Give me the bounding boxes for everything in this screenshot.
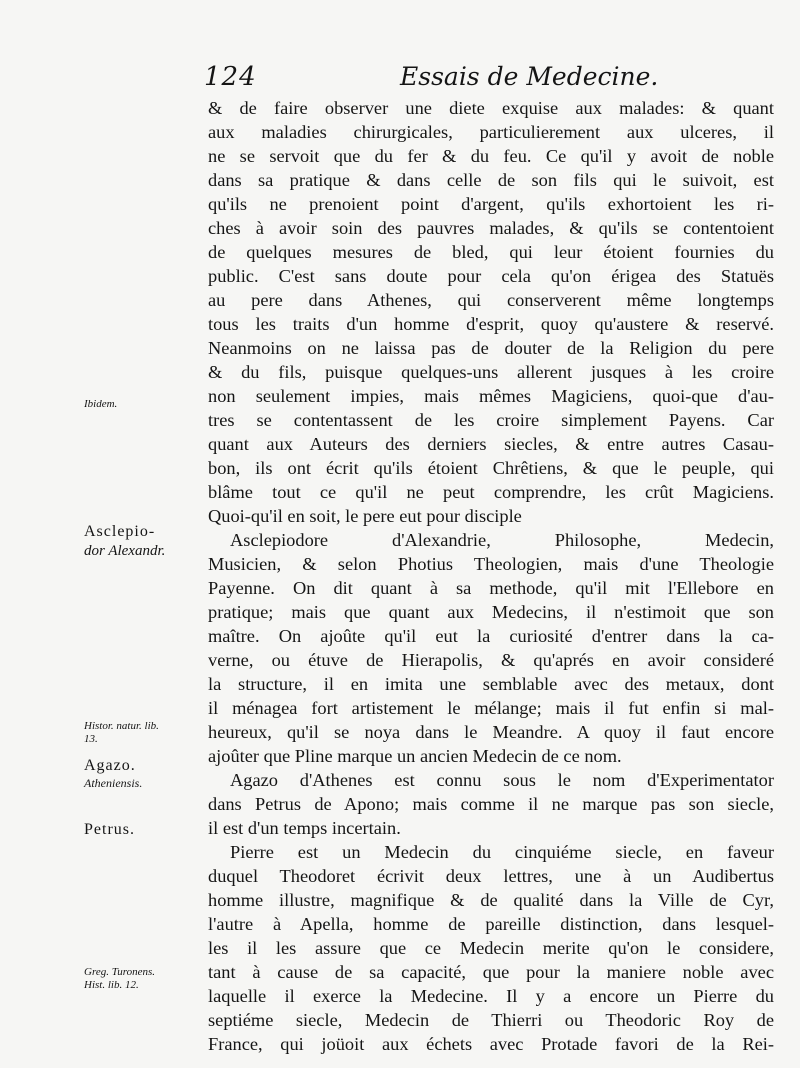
text-line: les il les assure que ce Medecin merite qu'on le considere, [208,938,774,958]
text-line: ajoûter que Pline marque un ancien Medecin de ce nom. [208,746,622,766]
text-line: Payenne. On dit quant à sa methode, qu'il mit l'Ellebore en [208,578,774,598]
text-line: homme illustre, magnifique & de qualité dans la Ville de Cyr, [208,890,774,910]
text-line: Musicien, & selon Photius Theologien, mais d'une Theologie [208,554,774,574]
text-line: ches à avoir soin des pauvres malades, & qu'ils se contentoient [208,218,774,238]
margin-note-line: Hist. lib. 12. [84,979,139,991]
text-line: France, qui joüoit aux échets avec Protade favori de la Rei- [208,1034,774,1054]
page-header [204,62,774,96]
text-line: dans sa pratique & dans celle de son fils qui le suivoit, est [208,170,774,190]
text-line: qu'ils ne prenoient point d'argent, qu'ils exhortoient les ri- [208,194,774,214]
text-line: septiéme siecle, Medecin de Thierri ou Theodoric Roy de [208,1010,774,1030]
running-title: Essais de Medecine. [400,62,659,91]
text-line: quant aux Auteurs des derniers siecles, & entre autres Casau- [208,434,774,454]
text-line: & du fils, puisque quelques-uns allerent jusques à les croire [208,362,774,382]
margin-note-subtitle: Atheniensis. [84,776,143,790]
text-line: tous les traits d'un homme d'esprit, quoy qu'austere & reservé. [208,314,774,334]
body-text [208,96,774,1056]
text-line: aux maladies chirurgicales, particulierement aux ulceres, il [208,122,774,142]
text-line: Asclepiodore d'Alexandrie, Philosophe, Medecin, [230,530,774,550]
text-line: & de faire observer une diete exquise aux malades: & quant [208,98,774,118]
text-line: Pierre est un Medecin du cinquiéme siecle, en faveur [230,842,774,862]
margin-note-histor [84,720,206,746]
text-line: tant à cause de sa capacité, que pour la maniere noble avec [208,962,774,982]
text-line: bon, ils ont écrit qu'ils étoient Chrêtiens, & que le peuple, qui [208,458,774,478]
text-line: Agazo d'Athenes est connu sous le nom d'Experimentator [230,770,774,790]
margin-note-subtitle: dor Alexandr. [84,543,166,559]
text-line: maître. On ajoûte qu'il eut la curiosité d'entrer dans la ca- [208,626,774,646]
text-line: non seulement impies, mais mêmes Magiciens, quoi-que d'au- [208,386,774,406]
margin-note-name: Agazo. [84,757,136,774]
text-line: l'autre à Apella, homme de pareille distinction, dans lesquel- [208,914,774,934]
text-line: il est d'un temps incertain. [208,818,401,838]
margin-note-line: Histor. natur. lib. [84,720,159,732]
text-line: pratique; mais que quant aux Medecins, il n'estimoit que son [208,602,774,622]
text-line: de quelques mesures de bled, qui leur étoient fournies du [208,242,774,262]
text-line: la structure, il en imita une semblable avec des metaux, dont [208,674,774,694]
text-line: ne se servoit que du fer & du feu. Ce qu'il y avoit de noble [208,146,774,166]
margin-note-asclepiodor [84,522,206,560]
text-line: heureux, qu'il se noya dans le Meandre. A quoy il faut encore [208,722,774,742]
text-line: blâme tout ce qu'il ne peut comprendre, les crût Magiciens. [208,482,774,502]
margin-note-agazo [84,756,206,790]
text-line: duquel Theodoret écrivit deux lettres, une à un Audibertus [208,866,774,886]
text-line: Neanmoins on ne laissa pas de douter de la Religion du pere [208,338,774,358]
text-line: laquelle il exerce la Medecine. Il y a encore un Pierre du [208,986,774,1006]
text-line: au pere dans Athenes, qui conserverent même longtemps [208,290,774,310]
margin-note-name: Asclepio- [84,523,156,540]
text-line: Quoi-qu'il en soit, le pere eut pour disciple [208,506,522,526]
text-line: public. C'est sans doute pour cela qu'on érigea des Statuës [208,266,774,286]
margin-note-line: Greg. Turonens. [84,966,155,978]
margin-note-ibidem: Ibidem. [84,398,118,410]
text-line: il ménagea fort artistement le mélange; mais il fut enfin si mal- [208,698,774,718]
text-line: dans Petrus de Apono; mais comme il ne marque pas son siecle, [208,794,774,814]
margin-note-greg [84,966,206,992]
page-number: 124 [204,62,257,92]
text-line: verne, ou étuve de Hierapolis, & qu'aprés en avoir consideré [208,650,774,670]
margin-note-line: 13. [84,733,98,745]
margin-note-petrus: Petrus. [84,821,135,838]
text-line: tres se contentassent de les croire simplement Payens. Car [208,410,774,430]
